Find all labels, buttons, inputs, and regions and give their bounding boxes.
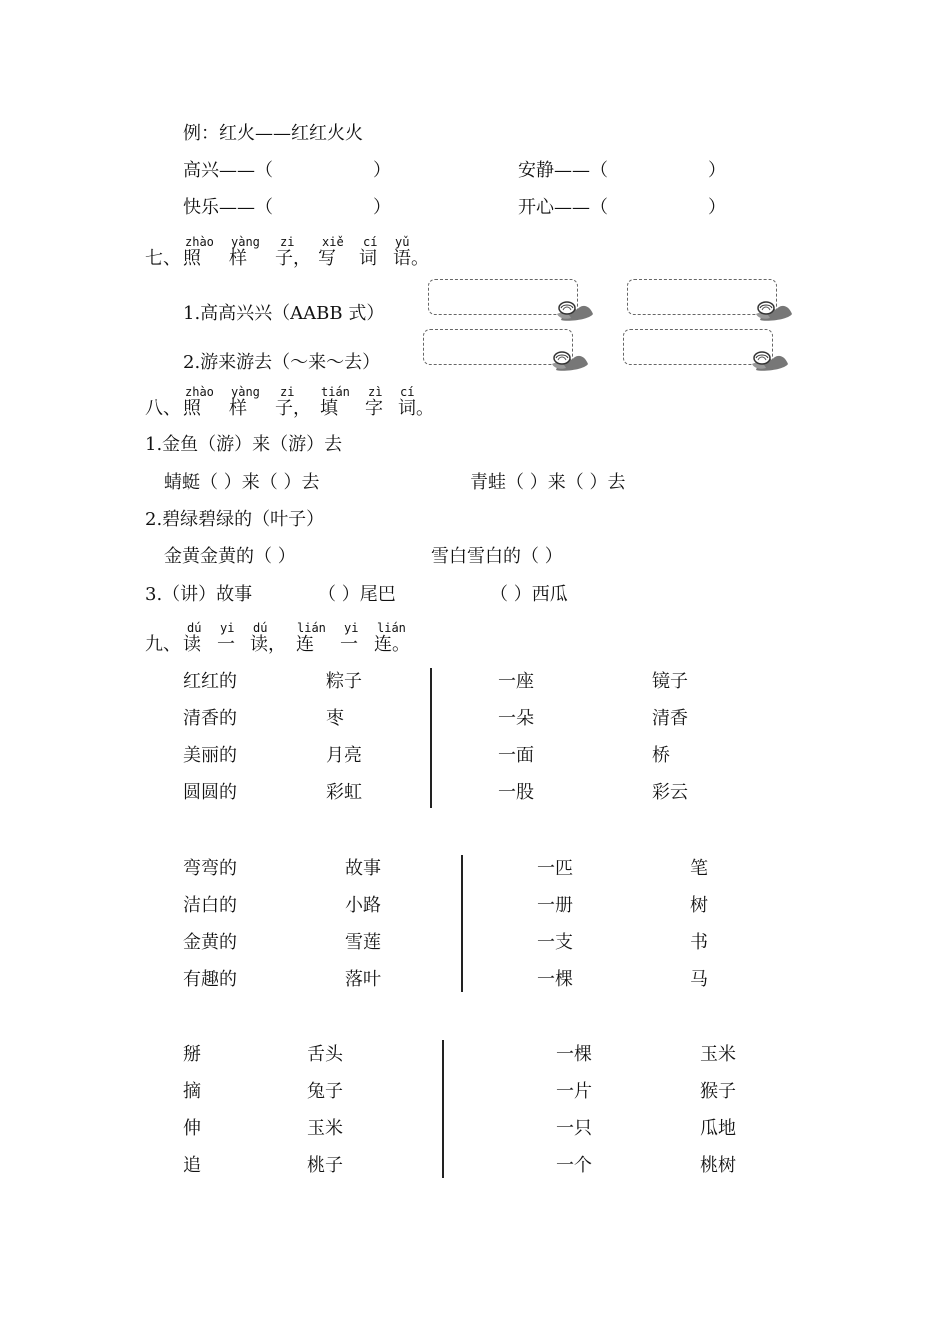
match-word[interactable]: 笔 (690, 858, 708, 879)
pinyin: yàng (231, 385, 260, 399)
pinyin: zhào (185, 385, 214, 399)
heading-char: 连 (296, 634, 314, 655)
answer-box[interactable] (627, 279, 777, 315)
jinhuang-blank: 金黄金黄的（ ） (164, 546, 296, 567)
qingwa-blank: 青蛙（ ）来（ ）去 (470, 472, 626, 493)
heading-char: 子， (275, 248, 311, 269)
heading-char: 子， (275, 398, 311, 419)
match-word[interactable]: 有趣的 (183, 969, 237, 990)
sec8-example-2: 2.碧绿碧绿的（叶子） (145, 509, 325, 530)
match-word[interactable]: 一只 (556, 1118, 592, 1139)
section-9-number: 九、 (145, 634, 181, 655)
heading-char: 写 (318, 248, 336, 269)
pinyin: dú (253, 621, 268, 635)
match-word[interactable]: 彩云 (652, 782, 688, 803)
heading-char: 词 (359, 248, 377, 269)
sec7-item-1: 1.高高兴兴（AABB 式） (183, 303, 385, 324)
gaoxing-close: ） (373, 160, 391, 181)
heading-char: 一 (340, 634, 358, 655)
heading-char: 照 (183, 248, 201, 269)
pinyin: cí (400, 385, 415, 399)
match-word[interactable]: 清香 (652, 708, 688, 729)
lotus-icon (550, 344, 590, 372)
answer-box[interactable] (423, 329, 573, 365)
match-word[interactable]: 美丽的 (183, 745, 237, 766)
match-word[interactable]: 故事 (345, 858, 381, 879)
heading-char: 样 (229, 398, 247, 419)
match-word[interactable]: 一朵 (498, 708, 534, 729)
match-word[interactable]: 树 (690, 895, 708, 916)
match-word[interactable]: 伸 (183, 1118, 201, 1139)
heading-char: 填 (320, 398, 338, 419)
heading-char: 读 (183, 634, 201, 655)
match-word[interactable]: 摘 (183, 1081, 201, 1102)
sec8-example-1: 1.金鱼（游）来（游）去 (145, 434, 343, 455)
match-word[interactable]: 追 (183, 1155, 201, 1176)
answer-box[interactable] (428, 279, 578, 315)
pinyin: dú (187, 621, 202, 635)
heading-char: 读， (250, 634, 286, 655)
match-word[interactable]: 一册 (537, 895, 573, 916)
sec8-example-3: 3.（讲）故事 (145, 584, 253, 605)
kaixin-prompt: 开心——（ (518, 197, 608, 218)
match-word[interactable]: 一支 (537, 932, 573, 953)
match-word[interactable]: 金黄的 (183, 932, 237, 953)
column-divider (430, 668, 432, 808)
lotus-icon (754, 294, 794, 322)
heading-char: 照 (183, 398, 201, 419)
match-word[interactable]: 玉米 (307, 1118, 343, 1139)
pinyin: zhào (185, 235, 214, 249)
match-word[interactable]: 一个 (556, 1155, 592, 1176)
heading-char: 连。 (374, 634, 410, 655)
match-word[interactable]: 枣 (326, 708, 344, 729)
match-word[interactable]: 书 (690, 932, 708, 953)
match-word[interactable]: 桃树 (700, 1155, 736, 1176)
pinyin: yi (220, 621, 235, 635)
example-line: 例：红火——红红火火 (183, 123, 363, 144)
match-word[interactable]: 一座 (498, 671, 534, 692)
heading-char: 词。 (398, 398, 434, 419)
xuebai-blank: 雪白雪白的（ ） (431, 546, 563, 567)
anjing-prompt: 安静——（ (518, 160, 608, 181)
match-word[interactable]: 一棵 (556, 1044, 592, 1065)
heading-char: 样 (229, 248, 247, 269)
match-word[interactable]: 一片 (556, 1081, 592, 1102)
pinyin: tián (321, 385, 350, 399)
anjing-close: ） (708, 160, 726, 181)
heading-char: 字 (365, 398, 383, 419)
match-word[interactable]: 瓜地 (700, 1118, 736, 1139)
match-word[interactable]: 掰 (183, 1044, 201, 1065)
pinyin: yǔ (395, 235, 410, 249)
match-word[interactable]: 粽子 (326, 671, 362, 692)
section-7-number: 七、 (145, 248, 181, 269)
match-word[interactable]: 圆圆的 (183, 782, 237, 803)
match-word[interactable]: 桥 (652, 745, 670, 766)
match-word[interactable]: 玉米 (700, 1044, 736, 1065)
match-word[interactable]: 镜子 (652, 671, 688, 692)
pinyin: xiě (322, 235, 344, 249)
match-word[interactable]: 雪莲 (345, 932, 381, 953)
match-word[interactable]: 月亮 (326, 745, 362, 766)
match-word[interactable]: 一匹 (537, 858, 573, 879)
qingting-blank: 蜻蜓（ ）来（ ）去 (164, 472, 320, 493)
pinyin: zi (280, 385, 295, 399)
heading-char: 一 (217, 634, 235, 655)
match-word[interactable]: 一面 (498, 745, 534, 766)
match-word[interactable]: 兔子 (307, 1081, 343, 1102)
sec7-item-2: 2.游来游去（～来～去） (183, 352, 381, 373)
match-word[interactable]: 一股 (498, 782, 534, 803)
match-word[interactable]: 弯弯的 (183, 858, 237, 879)
match-word[interactable]: 桃子 (307, 1155, 343, 1176)
match-word[interactable]: 一棵 (537, 969, 573, 990)
match-word[interactable]: 猴子 (700, 1081, 736, 1102)
pinyin: lián (297, 621, 326, 635)
match-word[interactable]: 舌头 (307, 1044, 343, 1065)
pinyin: cí (363, 235, 378, 249)
column-divider (461, 855, 463, 992)
answer-box[interactable] (623, 329, 773, 365)
column-divider (442, 1040, 444, 1178)
match-word[interactable]: 马 (690, 969, 708, 990)
match-word[interactable]: 清香的 (183, 708, 237, 729)
lotus-icon (555, 294, 595, 322)
pinyin: zì (368, 385, 383, 399)
heading-char: 语。 (393, 248, 429, 269)
weiba-blank: （ ）尾巴 (318, 584, 396, 605)
section-8-number: 八、 (145, 398, 181, 419)
match-word[interactable]: 彩虹 (326, 782, 362, 803)
match-word[interactable]: 红红的 (183, 671, 237, 692)
pinyin: zi (280, 235, 295, 249)
match-word[interactable]: 落叶 (345, 969, 381, 990)
pinyin: yi (344, 621, 359, 635)
gaoxing-prompt: 高兴——（ (183, 160, 273, 181)
pinyin: yàng (231, 235, 260, 249)
pinyin: lián (377, 621, 406, 635)
kuaile-prompt: 快乐——（ (183, 197, 273, 218)
match-word[interactable]: 小路 (345, 895, 381, 916)
lotus-icon (750, 344, 790, 372)
kaixin-close: ） (708, 197, 726, 218)
xigua-blank: （ ）西瓜 (490, 584, 568, 605)
match-word[interactable]: 洁白的 (183, 895, 237, 916)
kuaile-close: ） (373, 197, 391, 218)
